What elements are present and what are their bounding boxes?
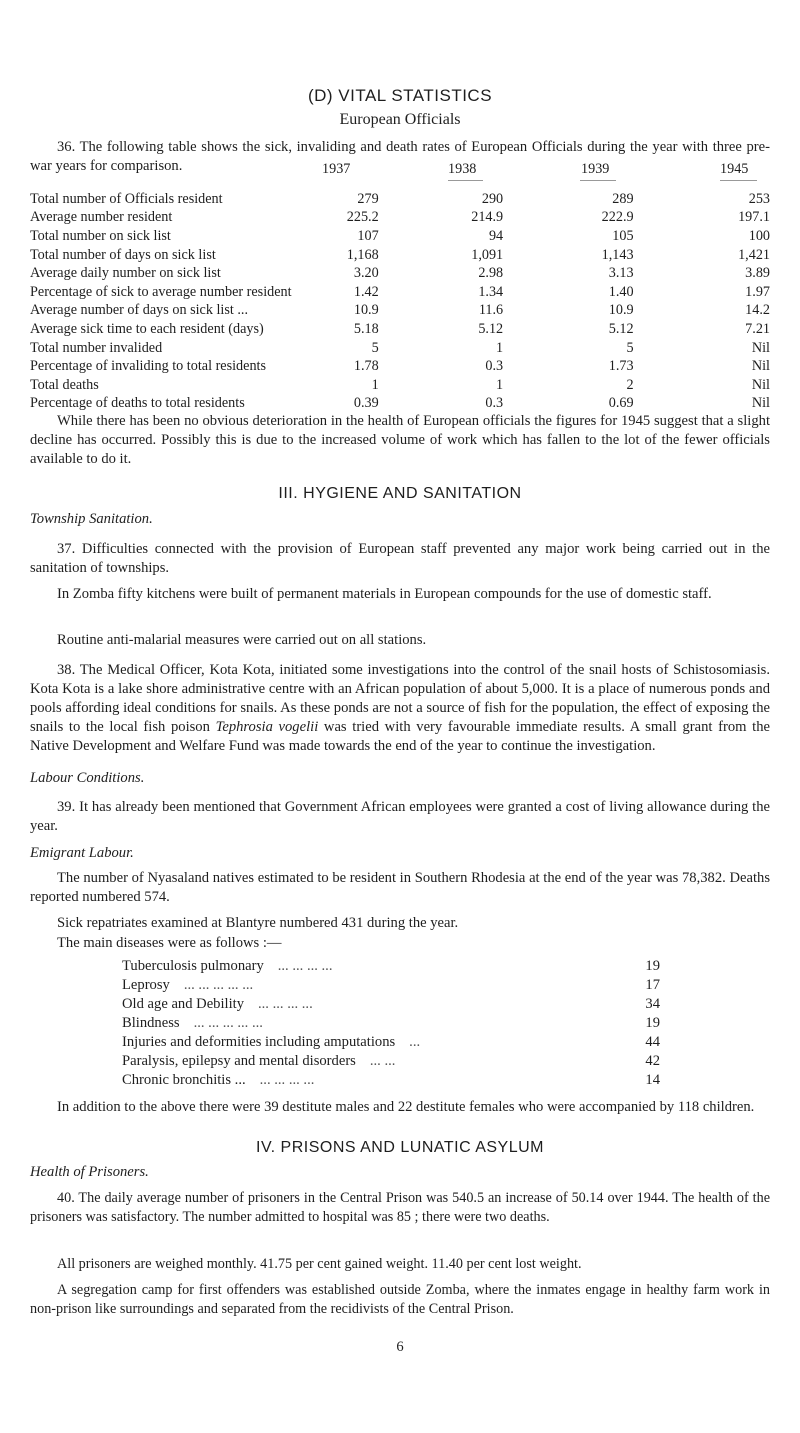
cell-1939: 5.12 [608,320,634,337]
dot-leader: ... ... ... ... [258,996,313,1012]
disease-name: Leprosy [122,977,170,993]
year-header-1938: 1938 [448,161,477,177]
subsection-title: European Officials [339,111,461,128]
cell-1939: 3.13 [608,265,634,282]
paragraph-nyasaland: The number of Nyasaland natives estimated to be resident in Southern Rhodesia at the end of the year was 78,382. Deaths reported numbered 574. [30,870,770,905]
species-name: Tephrosia vogelii [215,719,319,735]
dot-leader: ... ... ... ... ... [193,1015,263,1031]
paragraph-after-table: While there has been no obvious deterioration in the health of European officials the figures for 1945 suggest that a slight decline has occurred. Possibly this is due to the increased volume of work which has fallen to the lot of the fewer officials available to do it. [30,413,770,467]
disease-name-group [122,996,313,1015]
cell-1937: 225.2 [346,209,379,226]
row-label: Average sick time to each resident (days) [30,320,264,337]
cell-1945: Nil [751,339,770,356]
paragraph-antimalarial: Routine anti-malarial measures were carried out on all stations. [57,632,427,648]
cell-1937: 1 [371,376,379,393]
cell-1937: 5.18 [353,320,379,337]
table-row [30,190,770,209]
cell-1945: Nil [751,376,770,393]
dot-leader: ... ... ... ... [277,958,333,974]
row-label: Total deaths [30,376,99,393]
row-label: Total number of Officials resident [30,190,223,207]
paragraph-36: 36. The following table shows the sick, invaliding and death rates of European Officials during the year with three pre-war years for comparison. [30,139,770,174]
disease-name: Old age and Debility [122,996,244,1012]
row-label: Total number of days on sick list [30,246,216,263]
cell-1937: 0.39 [353,395,379,412]
cell-1938: 5.12 [478,320,504,337]
disease-name-group [122,1034,420,1053]
disease-count: 42 [645,1053,660,1069]
paragraph-segregation: A segregation camp for first offenders was established outside Zomba, where the inmates engage in healthy farm work in non-prison like surroundings and separated from the recidivists of the Central Prison. [30,1282,770,1317]
paragraph-40: 40. The daily average number of prisoners in the Central Prison was 540.5 an increase of 50.14 over 1944. The health of the prisoners was satisfactory. The number admitted to hospital was 85 ; there were two deaths. [30,1190,770,1225]
year-header-1945: 1945 [720,161,749,177]
paragraph-zomba-kitchens: In Zomba fifty kitchens were built of permanent materials in European compounds for the use of domestic staff. [57,586,712,602]
cell-1938: 94 [488,227,504,244]
cell-1945: 1,421 [738,246,770,263]
table-row [30,209,770,228]
paragraph-38-part-b: was tried with very favourable immediate results. A small grant from the Native Development and Welfare Fund was made towards the end of the year to continue the investigation. [30,719,770,754]
health-of-prisoners-heading: Health of Prisoners. [30,1164,149,1180]
emigrant-labour-heading: Emigrant Labour. [30,845,134,861]
section-title: (D) VITAL STATISTICS [307,86,493,105]
cell-1938: 1 [496,376,504,393]
row-label: Percentage of invaliding to total residents [30,358,266,375]
paragraph-sick-repatriates: Sick repatriates examined at Blantyre numbered 431 during the year. [57,915,459,931]
table-row [30,264,770,283]
row-label: Percentage of sick to average number resident [30,283,292,300]
township-sanitation-heading: Township Sanitation. [30,511,153,527]
table-row [30,357,770,376]
year-underline [580,180,616,181]
cell-1938: 0.3 [485,358,504,375]
cell-1939: 0.69 [608,395,634,412]
year-header-1937: 1937 [322,161,351,177]
row-label: Average number of days on sick list ... [30,302,249,319]
disease-name-group [122,958,332,977]
cell-1938: 0.3 [485,395,504,412]
disease-name: Tuberculosis pulmonary [122,958,264,974]
page-number: 6 [396,1339,404,1355]
disease-count: 34 [645,996,660,1012]
paragraph-weighed: All prisoners are weighed monthly. 41.75 per cent gained weight. 11.40 per cent lost weight. [57,1256,582,1272]
disease-name-group [122,977,253,996]
cell-1945: 7.21 [745,320,770,337]
list-item [122,1072,660,1091]
cell-1939: 289 [612,190,634,207]
cell-1938: 214.9 [471,209,504,226]
cell-1938: 2.98 [478,265,504,282]
table-row [30,227,770,246]
cell-1938: 290 [481,190,504,207]
list-item [122,1015,660,1034]
cell-1939: 1.40 [608,283,634,300]
cell-1937: 1,168 [346,246,379,263]
disease-name-group [122,1015,263,1034]
year-underline [448,180,483,181]
cell-1945: 100 [748,227,770,244]
list-item [122,996,660,1015]
cell-1939: 1.73 [608,358,634,375]
list-item [122,958,660,977]
cell-1939: 2 [626,376,634,393]
vital-statistics-table [30,190,770,413]
list-item [122,1034,660,1053]
row-label: Total number on sick list [30,227,171,244]
disease-count: 19 [645,1015,660,1031]
list-item [122,1053,660,1072]
row-label: Average daily number on sick list [30,265,221,282]
cell-1945: 253 [748,190,770,207]
cell-1938: 1 [496,339,504,356]
paragraph-38-part-a: 38. The Medical Officer, Kota Kota, initiated some investigations into the control of the snail hosts of Schistosomiasis. Kota Kota is a lake shore administrative centre with an African population of about 5,000. It is a place of numerous ponds and pools affording ideal conditions for snails. As these ponds are not a source of fish for the population, the effect of exposing the snails to the local fish poison [30,662,770,735]
disease-name: Paralysis, epilepsy and mental disorders [122,1053,356,1069]
heading-prisons-asylum: IV. PRISONS AND LUNATIC ASYLUM [256,1139,544,1156]
cell-1945: Nil [751,358,770,375]
row-label: Total number invalided [30,339,163,356]
cell-1945: 14.2 [745,302,770,319]
cell-1938: 1,091 [471,246,504,263]
disease-name: Chronic bronchitis ... [122,1072,246,1088]
cell-1939: 222.9 [601,209,634,226]
disease-list [122,958,660,1091]
cell-1939: 105 [612,227,634,244]
cell-1938: 1.34 [478,283,504,300]
table-row [30,283,770,302]
table-row [30,246,770,265]
dot-leader: ... ... ... ... ... [183,977,254,993]
row-label: Average number resident [30,209,173,226]
cell-1937: 3.20 [353,265,379,282]
table-row [30,339,770,358]
disease-name: Blindness [122,1015,180,1031]
year-header-1939: 1939 [581,161,610,177]
paragraph-37: 37. Difficulties connected with the provision of European staff prevented any major work being carried out in the sanitation of townships. [30,541,770,576]
paragraph-destitute: In addition to the above there were 39 destitute males and 22 destitute females who were accompanied by 118 children. [57,1099,755,1115]
disease-name-group [122,1072,314,1091]
cell-1937: 107 [357,227,379,244]
cell-1945: 3.89 [745,265,770,282]
paragraph-main-diseases: The main diseases were as follows :— [57,935,282,951]
cell-1939: 1,143 [601,246,634,263]
cell-1937: 1.42 [353,283,379,300]
table-row [30,376,770,395]
cell-1939: 5 [626,339,634,356]
table-row [30,395,770,414]
dot-leader: ... ... ... ... [259,1072,315,1088]
cell-1945: 1.97 [745,283,770,300]
cell-1945: 197.1 [738,209,770,226]
cell-1938: 11.6 [478,302,504,319]
disease-count: 14 [645,1072,660,1088]
dot-leader: ... [409,1034,421,1050]
paragraph-38 [30,661,770,756]
row-label: Percentage of deaths to total residents [30,395,245,412]
table-row [30,320,770,339]
disease-count: 17 [645,977,660,993]
heading-hygiene-sanitation: III. HYGIENE AND SANITATION [278,485,522,502]
paragraph-39: 39. It has already been mentioned that Government African employees were granted a cost of living allowance during the year. [30,799,770,834]
cell-1937: 279 [357,190,379,207]
cell-1937: 1.78 [353,358,379,375]
list-item [122,977,660,996]
disease-count: 19 [645,958,660,974]
cell-1937: 10.9 [353,302,379,319]
disease-name: Injuries and deformities including amputations [122,1034,396,1050]
year-underline [720,180,757,181]
disease-count: 44 [645,1034,660,1050]
disease-name-group [122,1053,395,1072]
cell-1937: 5 [371,339,379,356]
labour-conditions-heading: Labour Conditions. [30,770,145,786]
dot-leader: ... ... [369,1053,396,1069]
cell-1945: Nil [751,395,770,412]
table-row [30,302,770,321]
cell-1939: 10.9 [608,302,634,319]
